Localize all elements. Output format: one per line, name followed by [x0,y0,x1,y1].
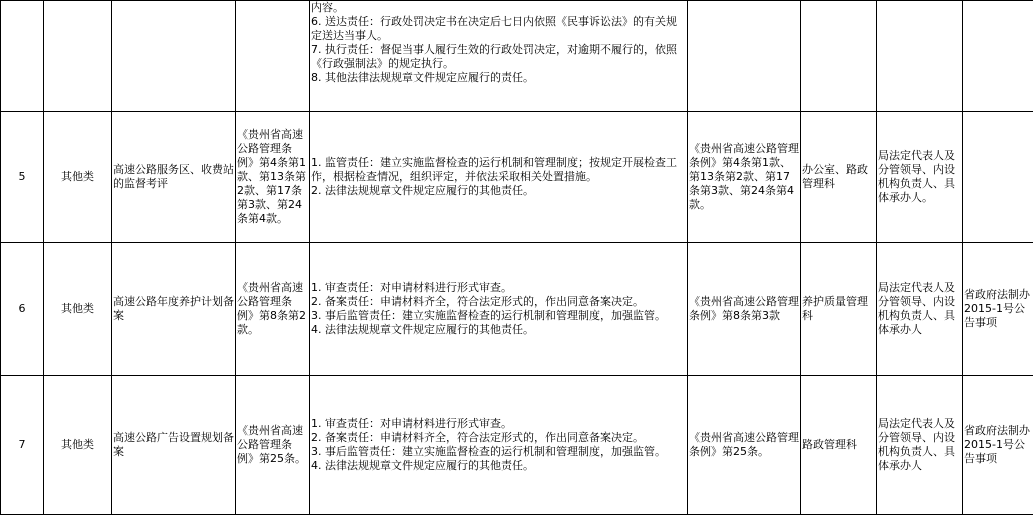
row-responsible [877,1,963,112]
row-responsible: 局法定代表人及分管领导、内设机构负责人、具体承办人 [877,243,963,376]
row-category: 其他类 [44,243,112,376]
row-duty-basis: 《贵州省高速公路管理条例》第4条第1款、第13条第2款、第17条第3款、第24条第4款。 [688,112,801,243]
duty-line: 2. 备案责任：申请材料齐全，符合法定形式的，作出同意备案决定。 [311,295,644,308]
duty-line: 8. 其他法律法规规章文件规定应履行的责任。 [311,71,534,84]
row-category: 其他类 [44,376,112,515]
row-department: 路政管理科 [801,376,877,515]
duty-line: 1. 审查责任：对申请材料进行形式审查。 [311,417,512,430]
row-responsible: 局法定代表人及分管领导、内设机构负责人、具体承办人 [877,376,963,515]
duty-line: 2. 备案责任：申请材料齐全，符合法定形式的，作出同意备案决定。 [311,431,644,444]
row-duties [310,1,688,112]
row-duties [310,376,688,515]
row-number: 5 [1,112,44,243]
duty-line: 1. 监管责任：建立实施监督检查的运行机制和管理制度；按规定开展检查工作，根据检查情况，组织评定，并依法采取相关处置措施。 [311,156,677,183]
row-item-name: 高速公路服务区、收费站的监督考评 [112,112,236,243]
row-duties [310,243,688,376]
row-department [801,1,877,112]
duty-line: 3. 事后监管责任：建立实施监督检查的运行机制和管理制度，加强监管。 [311,445,666,458]
row-legal-basis: 《贵州省高速公路管理条例》第25条。 [236,376,310,515]
row-number: 7 [1,376,44,515]
duty-line: 7. 执行责任：督促当事人履行生效的行政处罚决定，对逾期不履行的，依照《行政强制法》的规定执行。 [311,43,677,70]
row-item-name: 高速公路年度养护计划备案 [112,243,236,376]
row-category [44,1,112,112]
duty-line: 3. 事后监管责任：建立实施监督检查的运行机制和管理制度，加强监管。 [311,309,666,322]
duty-line: 4. 法律法规规章文件规定应履行的其他责任。 [311,459,534,472]
duty-line: 1. 审查责任：对申请材料进行形式审查。 [311,281,512,294]
row-item-name [112,1,236,112]
table-row [1,1,1033,112]
row-department: 养护质量管理科 [801,243,877,376]
duty-line: 4. 法律法规规章文件规定应履行的其他责任。 [311,323,534,336]
row-category: 其他类 [44,112,112,243]
row-duty-basis: 《贵州省高速公路管理条例》第25条。 [688,376,801,515]
row-remark [963,112,1033,243]
duty-line: 内容。 [311,1,344,14]
row-remark [963,1,1033,112]
row-item-name: 高速公路广告设置规划备案 [112,376,236,515]
row-number: 6 [1,243,44,376]
row-remark: 省政府法制办 2015-1号公告事项 [963,243,1033,376]
duty-line: 6. 送达责任：行政处罚决定书在决定后七日内依照《民事诉讼法》的有关规定送达当事人。 [311,15,677,42]
row-responsible: 局法定代表人及分管领导、内设机构负责人、具体承办人。 [877,112,963,243]
table-row [1,243,1033,376]
row-duty-basis [688,1,801,112]
row-duties [310,112,688,243]
table-row [1,376,1033,515]
row-department: 办公室、路政管理科 [801,112,877,243]
row-legal-basis [236,1,310,112]
table-row [1,112,1033,243]
row-duty-basis: 《贵州省高速公路管理条例》第8条第3款 [688,243,801,376]
row-remark: 省政府法制办 2015-1号公告事项 [963,376,1033,515]
row-legal-basis: 《贵州省高速公路管理条例》第4条第1款、第13条第2款、第17条第3款、第24条第4款。 [236,112,310,243]
duty-line: 2. 法律法规规章文件规定应履行的其他责任。 [311,184,534,197]
row-number [1,1,44,112]
row-legal-basis: 《贵州省高速公路管理条例》第8条第2款。 [236,243,310,376]
